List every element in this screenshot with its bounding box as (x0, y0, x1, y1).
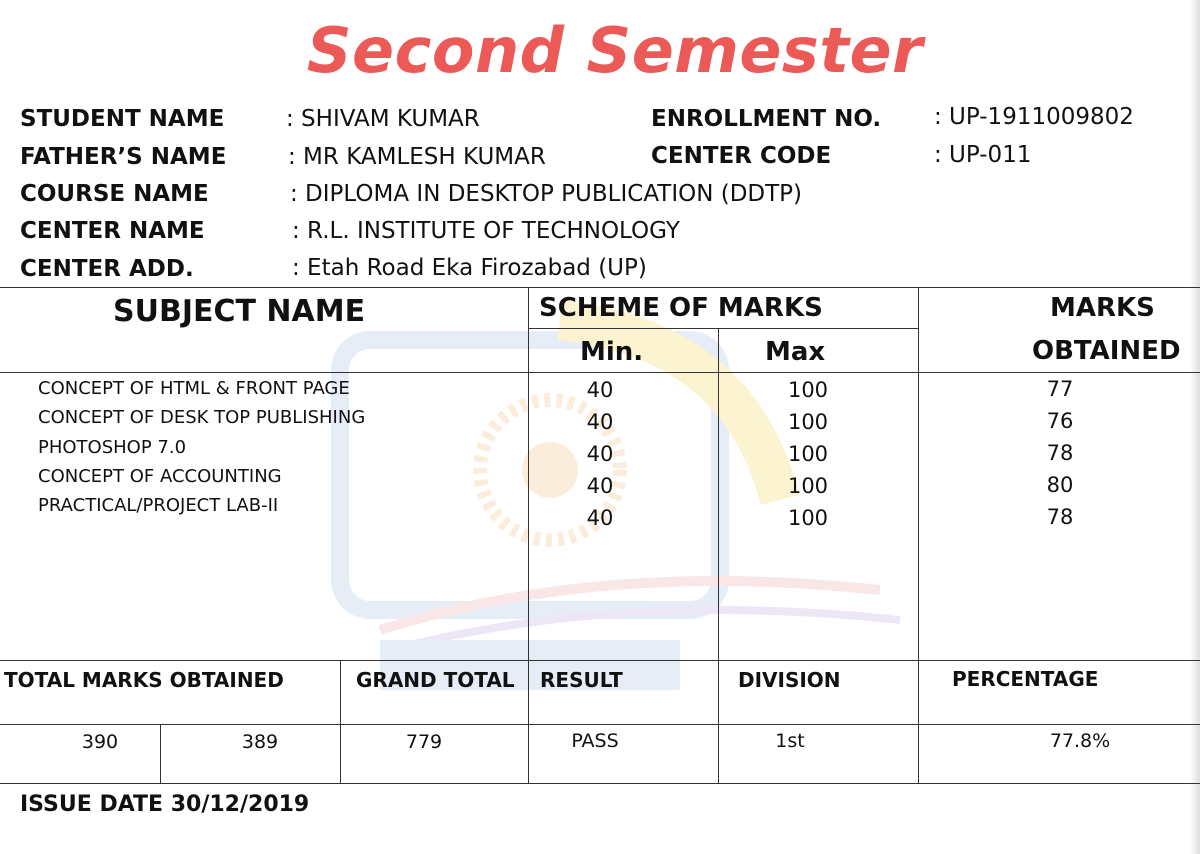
min-mark: 40 (586, 378, 614, 402)
obtained-mark: 78 (1046, 505, 1074, 529)
min-mark: 40 (586, 410, 614, 434)
summary-top-border (0, 660, 1200, 661)
marks-header: MARKS (1050, 293, 1155, 323)
col-divider-min (718, 328, 719, 783)
obtained-mark: 77 (1046, 377, 1074, 401)
course-name-value: : DIPLOMA IN DESKTOP PUBLICATION (DDTP) (290, 181, 803, 207)
summary-bottom-border (0, 783, 1200, 784)
max-mark: 100 (787, 410, 829, 434)
max-mark: 100 (787, 474, 829, 498)
min-mark: 40 (586, 474, 614, 498)
subject-name: PRACTICAL/PROJECT LAB-II (38, 495, 279, 516)
min-header: Min. (580, 337, 644, 367)
obtained-mark: 78 (1046, 441, 1074, 465)
scan-edge (1190, 0, 1200, 854)
table-top-border (0, 287, 1200, 288)
center-name-label: CENTER NAME (20, 218, 205, 244)
scheme-divider (528, 328, 918, 329)
subject-name-header: SUBJECT NAME (113, 294, 366, 329)
result-label: RESULT (540, 668, 623, 692)
enrollment-value: : UP-1911009802 (934, 104, 1134, 130)
obtained-mark: 76 (1046, 409, 1074, 433)
enrollment-label: ENROLLMENT NO. (651, 106, 882, 132)
course-name-label: COURSE NAME (20, 181, 209, 207)
obtained-mark: 80 (1046, 473, 1074, 497)
max-mark: 100 (787, 442, 829, 466)
scheme-of-marks-header: SCHEME OF MARKS (539, 293, 823, 323)
max-mark: 100 (787, 378, 829, 402)
percentage-value: 77.8% (1049, 730, 1111, 752)
center-name-value: : R.L. INSTITUTE OF TECHNOLOGY (292, 218, 680, 244)
father-name-label: FATHER’S NAME (20, 144, 227, 170)
center-code-value: : UP-011 (934, 142, 1032, 168)
subject-name: CONCEPT OF ACCOUNTING (38, 466, 282, 487)
col-divider-max (918, 287, 919, 783)
total-marks-value: 389 (241, 731, 279, 753)
grand-total-value: 779 (405, 731, 443, 753)
division-label: DIVISION (738, 668, 841, 692)
grand-total-label: GRAND TOTAL (356, 668, 515, 692)
student-name-label: STUDENT NAME (20, 106, 225, 132)
total-marks-obtained-label: TOTAL MARKS OBTAINED (4, 668, 284, 692)
summary-mid-border (0, 724, 1200, 725)
col-divider-total-split (160, 724, 161, 783)
center-add-value: : Etah Road Eka Firozabad (UP) (292, 255, 647, 281)
father-name-value: : MR KAMLESH KUMAR (288, 144, 546, 170)
max-mark: 100 (787, 506, 829, 530)
subject-name: PHOTOSHOP 7.0 (38, 437, 187, 458)
center-code-label: CENTER CODE (651, 143, 832, 169)
page-title: Second Semester (306, 14, 924, 87)
subject-name: CONCEPT OF HTML & FRONT PAGE (38, 378, 350, 399)
issue-date: ISSUE DATE 30/12/2019 (20, 792, 310, 817)
center-add-label: CENTER ADD. (20, 256, 194, 282)
subject-name: CONCEPT OF DESK TOP PUBLISHING (38, 407, 366, 428)
min-mark: 40 (586, 442, 614, 466)
max-header: Max (765, 337, 826, 367)
student-name-value: : SHIVAM KUMAR (286, 106, 480, 132)
col-divider-subject (528, 287, 529, 783)
division-value: 1st (775, 730, 805, 752)
col-divider-total (340, 660, 341, 783)
percentage-label: PERCENTAGE (952, 667, 1099, 691)
obtained-header: OBTAINED (1032, 336, 1181, 366)
result-value: PASS (571, 730, 619, 752)
min-mark: 40 (586, 506, 614, 530)
header-bottom-border (0, 372, 1200, 373)
total-marks-value: 390 (81, 731, 119, 753)
